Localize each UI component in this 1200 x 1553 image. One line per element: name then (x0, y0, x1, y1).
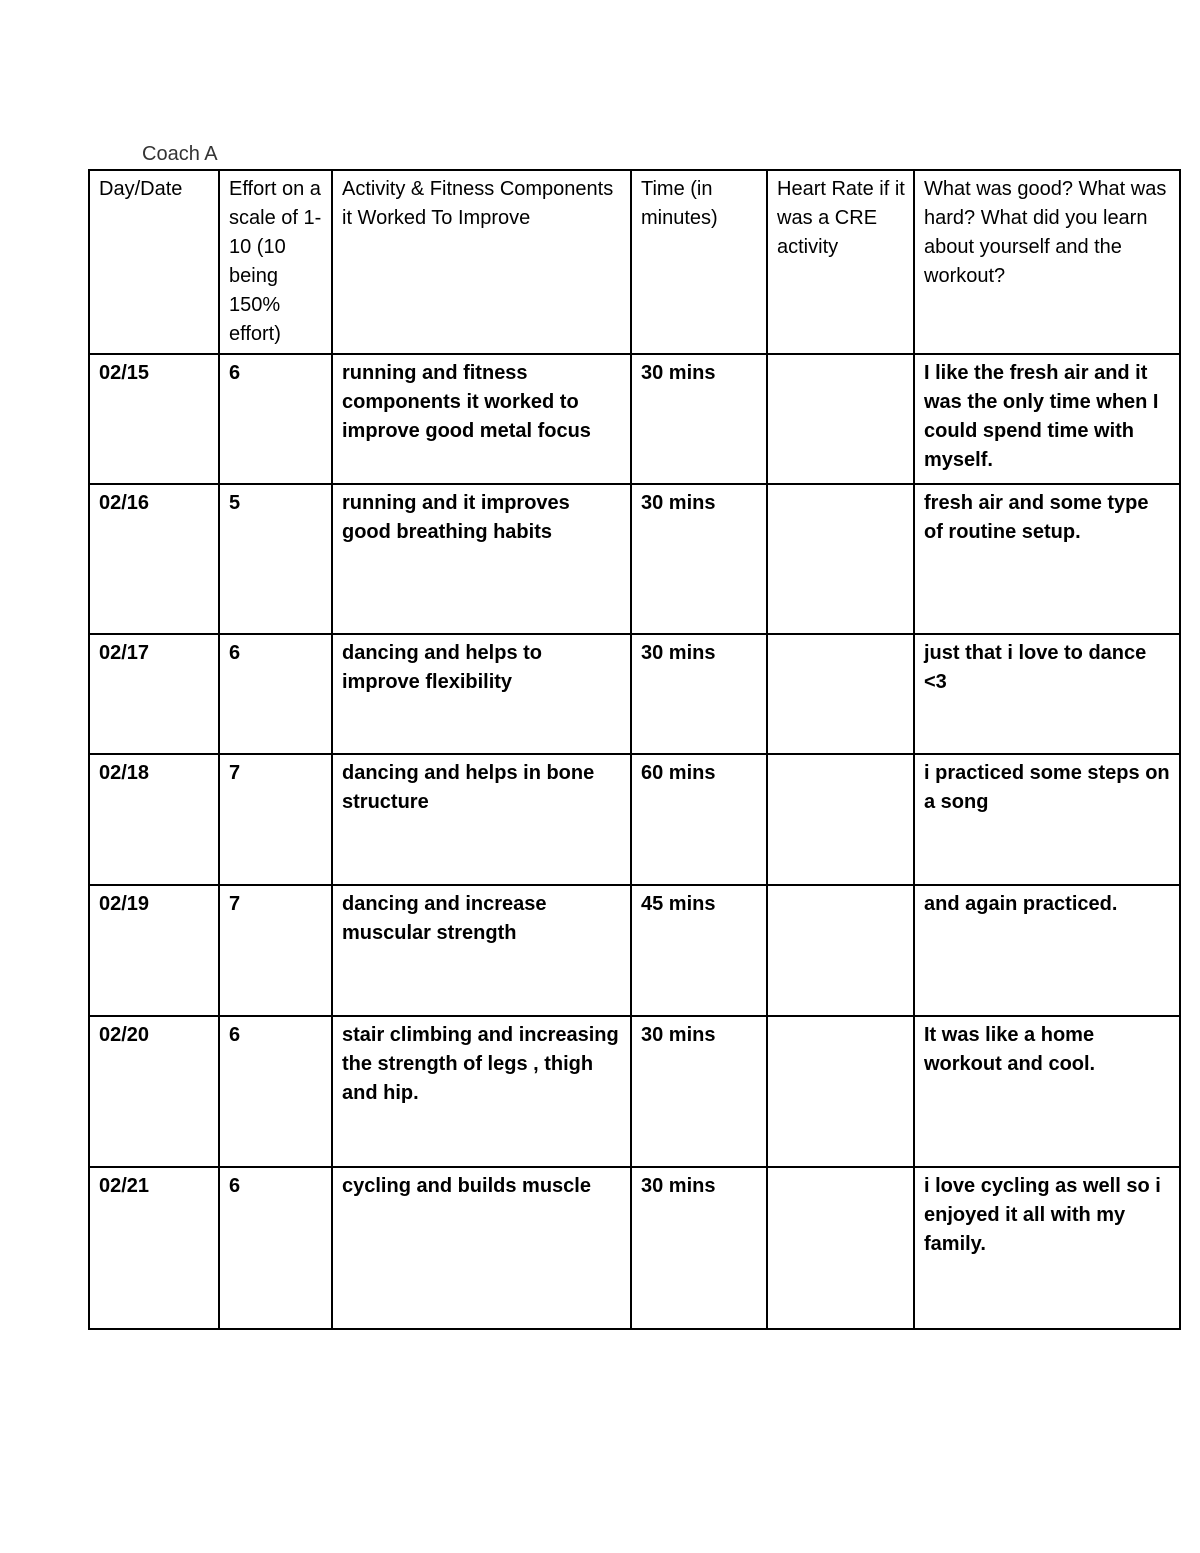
cell-effort: 7 (219, 754, 332, 885)
cell-effort: 6 (219, 1167, 332, 1329)
cell-time: 30 mins (631, 1016, 767, 1167)
workout-log-table (88, 169, 1181, 1330)
cell-reflection: i love cycling as well so i enjoyed it all with my family. (914, 1167, 1180, 1329)
table-row (89, 1016, 1180, 1167)
header-effort: Effort on a scale of 1-10 (10 being 150% effort) (219, 170, 332, 354)
cell-activity: dancing and helps to improve flexibility (332, 634, 631, 754)
cell-activity: dancing and helps in bone structure (332, 754, 631, 885)
cell-date: 02/18 (89, 754, 219, 885)
cell-activity: dancing and increase muscular strength (332, 885, 631, 1016)
cell-heart-rate (767, 634, 914, 754)
cell-heart-rate (767, 1016, 914, 1167)
cell-effort: 6 (219, 354, 332, 484)
header-reflection: What was good? What was hard? What did you learn about yourself and the workout? (914, 170, 1180, 354)
table-header-row (89, 170, 1180, 354)
cell-date: 02/17 (89, 634, 219, 754)
cell-date: 02/21 (89, 1167, 219, 1329)
cell-heart-rate (767, 484, 914, 634)
cell-time: 60 mins (631, 754, 767, 885)
cell-activity: running and it improves good breathing habits (332, 484, 631, 634)
table-row (89, 754, 1180, 885)
cell-time: 45 mins (631, 885, 767, 1016)
table-row (89, 1167, 1180, 1329)
cell-date: 02/19 (89, 885, 219, 1016)
table-row (89, 354, 1180, 484)
cell-reflection: It was like a home workout and cool. (914, 1016, 1180, 1167)
cell-reflection: just that i love to dance <3 (914, 634, 1180, 754)
header-heart-rate: Heart Rate if it was a CRE activity (767, 170, 914, 354)
cell-time: 30 mins (631, 634, 767, 754)
cell-date: 02/15 (89, 354, 219, 484)
cell-activity: stair climbing and increasing the strength of legs , thigh and hip. (332, 1016, 631, 1167)
cell-reflection: I like the fresh air and it was the only time when I could spend time with myself. (914, 354, 1180, 484)
cell-activity: cycling and builds muscle (332, 1167, 631, 1329)
cell-activity: running and fitness components it worked to improve good metal focus (332, 354, 631, 484)
cell-reflection: fresh air and some type of routine setup. (914, 484, 1180, 634)
cell-effort: 6 (219, 1016, 332, 1167)
coach-label: Coach A (142, 143, 218, 165)
cell-effort: 5 (219, 484, 332, 634)
cell-date: 02/16 (89, 484, 219, 634)
cell-heart-rate (767, 885, 914, 1016)
header-activity: Activity & Fitness Components it Worked To Improve (332, 170, 631, 354)
table-row (89, 634, 1180, 754)
cell-time: 30 mins (631, 354, 767, 484)
cell-reflection: and again practiced. (914, 885, 1180, 1016)
cell-date: 02/20 (89, 1016, 219, 1167)
cell-time: 30 mins (631, 1167, 767, 1329)
cell-heart-rate (767, 754, 914, 885)
cell-reflection: i practiced some steps on a song (914, 754, 1180, 885)
cell-heart-rate (767, 1167, 914, 1329)
header-day-date: Day/Date (89, 170, 219, 354)
header-time: Time (in minutes) (631, 170, 767, 354)
cell-time: 30 mins (631, 484, 767, 634)
table-row (89, 885, 1180, 1016)
cell-heart-rate (767, 354, 914, 484)
cell-effort: 7 (219, 885, 332, 1016)
cell-effort: 6 (219, 634, 332, 754)
table-row (89, 484, 1180, 634)
